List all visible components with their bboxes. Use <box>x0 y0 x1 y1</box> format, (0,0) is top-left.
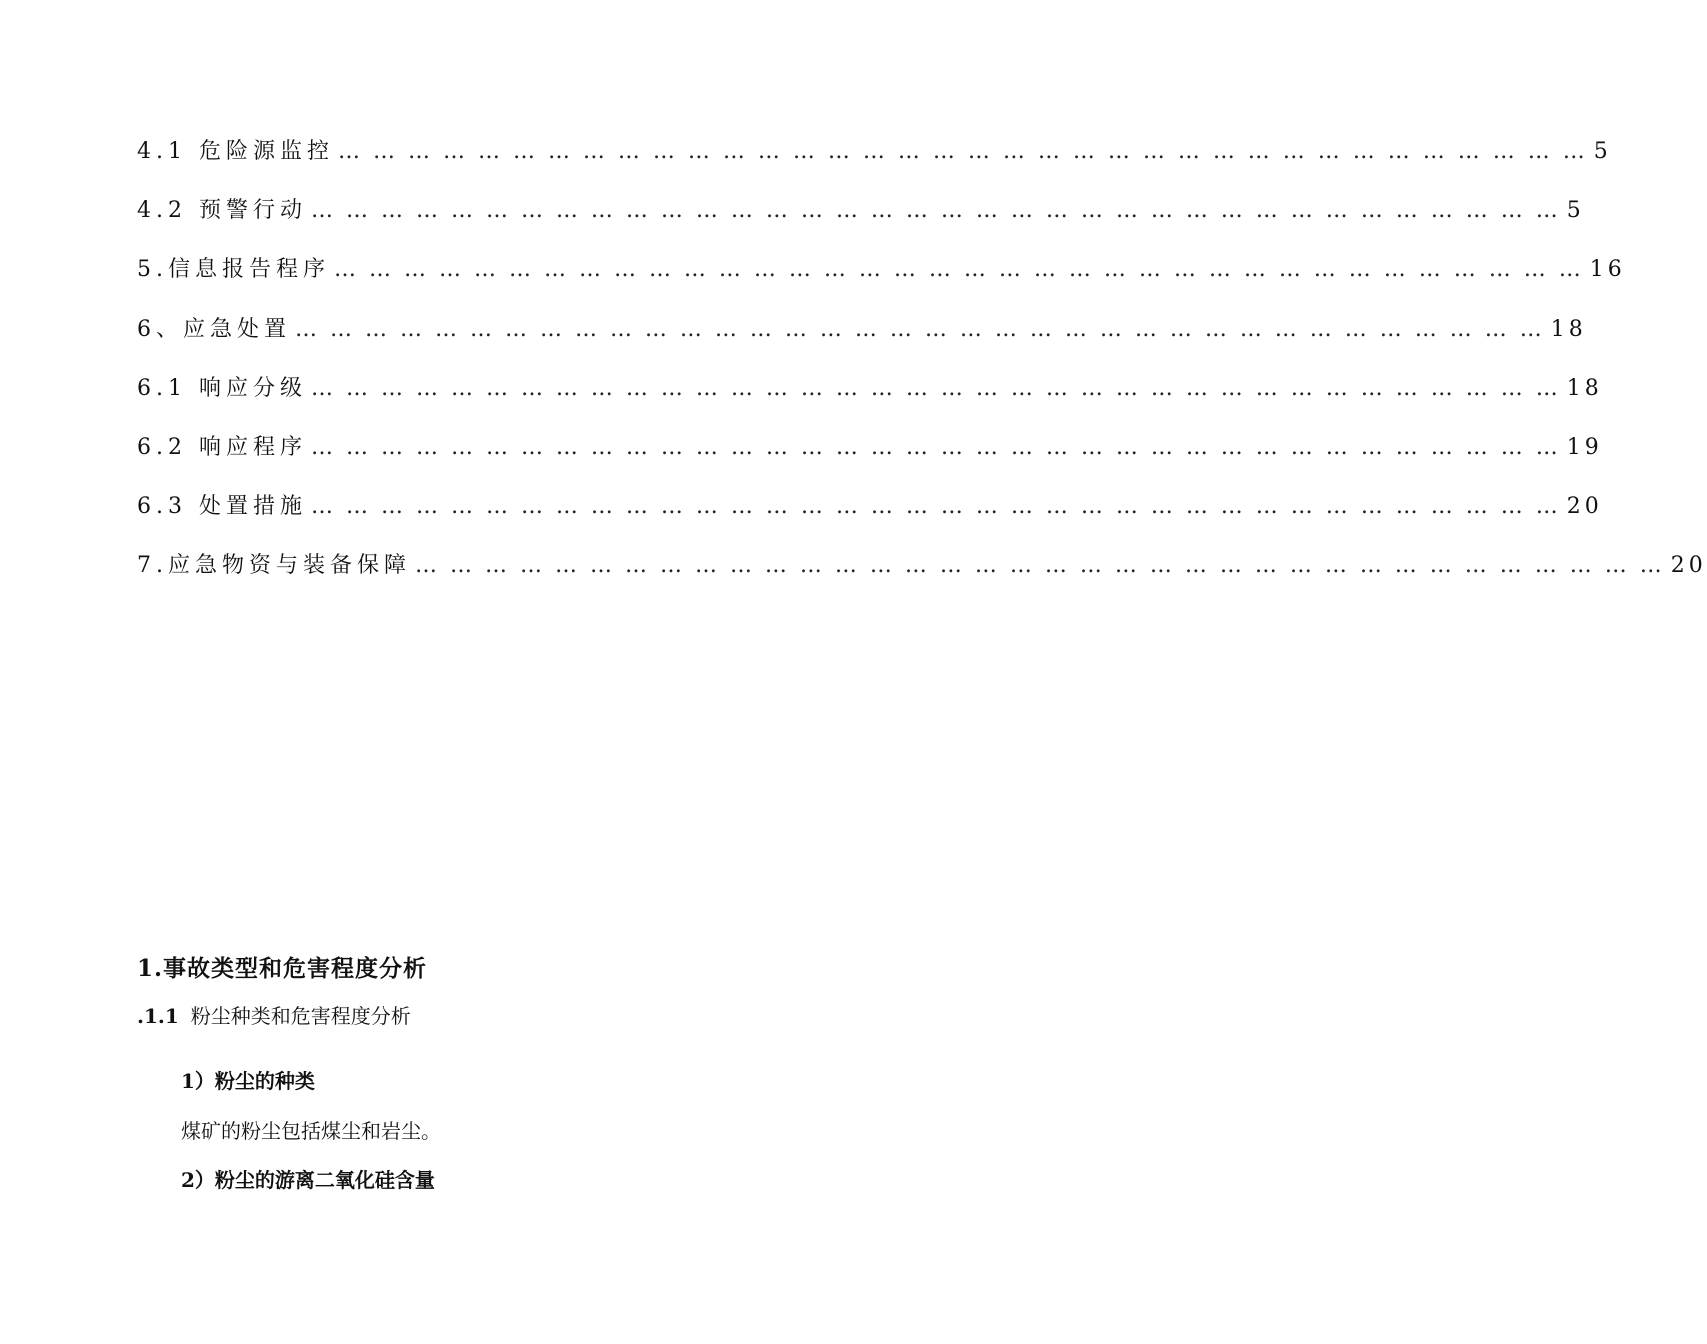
toc-entry-label: 6.2 响应程序 <box>137 434 307 460</box>
toc-entry[interactable] <box>137 489 1603 548</box>
toc-entry-label: 6.3 处置措施 <box>137 494 307 520</box>
toc-entry-label: 6、应急处置 <box>137 316 291 342</box>
toc-page-number: 18 <box>1566 375 1603 401</box>
toc-entry[interactable] <box>137 312 1587 371</box>
toc-leader-dots: … … … … … … … … … … … … … … … … … … … … … … … … … … … … … … … … … … … … <box>310 494 1561 520</box>
toc-leader-dots: … … … … … … … … … … … … … … … … … … … … … … … … … … … … … … … … … … … … <box>310 434 1561 460</box>
toc-page-number: 16 <box>1589 257 1626 283</box>
toc-page-number: 20 <box>1670 553 1707 579</box>
toc-leader-dots: … … … … … … … … … … … … … … … … … … … … … … … … … … … … … … … … … … … … <box>310 198 1561 224</box>
item-heading-free-silica: 2）粉尘的游离二氧化硅含量 <box>181 1168 435 1192</box>
toc-entry-label: 5.信息报告程序 <box>137 257 330 283</box>
toc-entry-label: 4.2 预警行动 <box>137 198 307 224</box>
toc-leader-dots: … … … … … … … … … … … … … … … … … … … … … … … … … … … … … … … … … … … … <box>310 375 1561 401</box>
toc-page-number: 5 <box>1566 198 1585 224</box>
toc-entry[interactable] <box>137 193 1585 252</box>
toc-page-number: 19 <box>1566 434 1603 460</box>
table-of-contents <box>137 134 1707 608</box>
toc-entry[interactable] <box>137 371 1603 430</box>
toc-entry[interactable] <box>137 252 1626 311</box>
toc-leader-dots: … … … … … … … … … … … … … … … … … … … … … … … … … … … … … … … … … … … … <box>415 553 1665 579</box>
toc-leader-dots: … … … … … … … … … … … … … … … … … … … … … … … … … … … … … … … … … … … … <box>337 139 1588 164</box>
subsection-number: .1.1 <box>137 1004 179 1028</box>
toc-page-number: 5 <box>1593 139 1612 164</box>
toc-entry[interactable] <box>137 430 1603 489</box>
item-heading-dust-types: 1）粉尘的种类 <box>181 1069 315 1093</box>
toc-leader-dots: … … … … … … … … … … … … … … … … … … … … … … … … … … … … … … … … … … … … <box>334 257 1584 283</box>
section-title: 1.事故类型和危害程度分析 <box>137 955 428 982</box>
toc-entry-label: 6.1 响应分级 <box>137 375 307 401</box>
toc-entry-label: 7.应急物资与装备保障 <box>137 553 411 579</box>
subsection-heading <box>137 1000 411 1029</box>
toc-entry-label: 4.1 危险源监控 <box>137 139 334 164</box>
toc-leader-dots: … … … … … … … … … … … … … … … … … … … … … … … … … … … … … … … … … … … … <box>295 316 1545 342</box>
subsection-title: 粉尘种类和危害程度分析 <box>190 1004 411 1028</box>
toc-entry[interactable] <box>137 548 1707 607</box>
toc-page-number: 20 <box>1566 494 1603 520</box>
toc-entry[interactable] <box>137 134 1612 193</box>
toc-page-number: 18 <box>1550 316 1587 342</box>
paragraph-dust-types: 煤矿的粉尘包括煤尘和岩尘。 <box>181 1119 441 1143</box>
